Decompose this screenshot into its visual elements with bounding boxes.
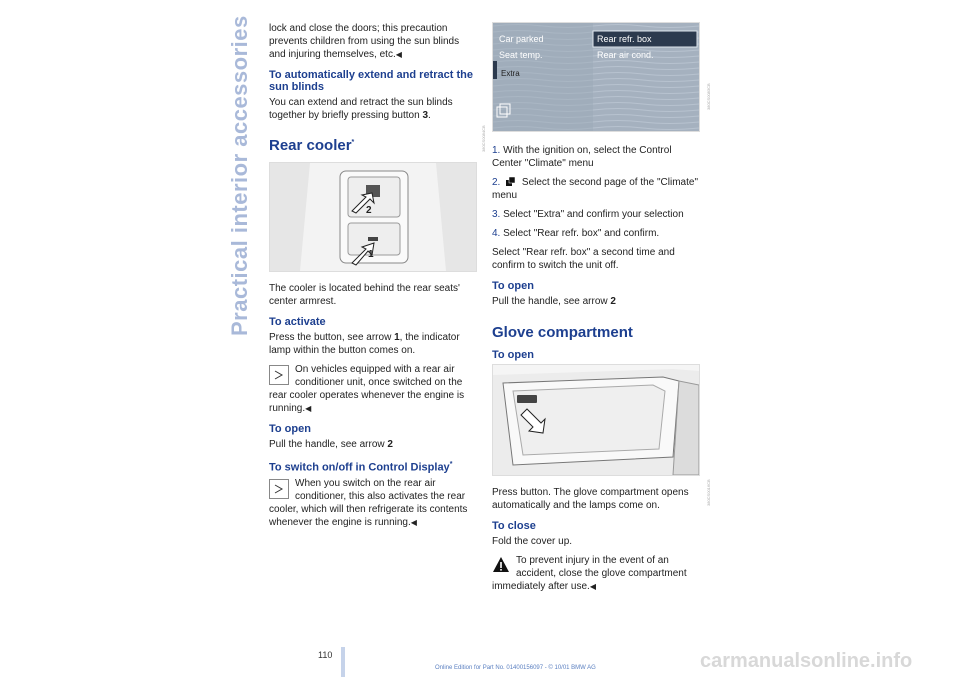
- glove-open-heading: To open: [492, 349, 534, 361]
- open-heading-2: To open: [492, 280, 534, 292]
- close-text: Fold the cover up.: [492, 536, 573, 547]
- glove-image-code: 380CS0016CB: [706, 479, 711, 506]
- page-bar: [341, 647, 345, 677]
- screen-image-code: 380CS0083CB: [706, 83, 711, 110]
- page-icon: [506, 177, 516, 186]
- note-icon: [269, 365, 289, 385]
- glove-heading: Glove compartment: [492, 324, 633, 341]
- rear-cooler-heading: Rear cooler*: [269, 137, 355, 154]
- control-display-screen: [492, 22, 700, 132]
- screen-item-rear-air-cond[interactable]: Rear air cond.: [597, 50, 654, 60]
- switch-heading: To switch on/off in Control Display*: [269, 461, 453, 474]
- open-paragraph-2: Pull the handle, see arrow 2: [492, 296, 616, 307]
- edition-footer: Online Edition for Part No. 01400156097 - © 10/01 BMW AG: [435, 665, 596, 671]
- note-2: When you switch on the rear air conditioner, this also activates the rear cooler, which will then refrigerate its contents whenever the engine is running.◀: [269, 477, 468, 528]
- cooler-illustration: [270, 163, 476, 271]
- warning-icon: [492, 556, 510, 574]
- side-title: Practical interior accessories: [227, 15, 252, 336]
- screen-item-seat-temp[interactable]: Seat temp.: [499, 50, 543, 60]
- step-4: 4. Select "Rear refr. box" and confirm.: [492, 228, 660, 239]
- screen-item-car-parked[interactable]: Car parked: [499, 34, 544, 44]
- glove-illustration: [493, 365, 699, 475]
- activate-heading: To activate: [269, 316, 326, 328]
- watermark: carmanualsonline.info: [700, 650, 913, 672]
- open-paragraph: Pull the handle, see arrow 2: [269, 439, 393, 450]
- cooler-image-code: 380CS0084CB: [481, 125, 486, 152]
- auto-heading: To automatically extend and retract the sun blinds: [269, 69, 473, 93]
- right-column: [492, 22, 711, 599]
- note-icon: [269, 479, 289, 499]
- arrow-2-label: 2: [366, 205, 372, 216]
- step-1: 1. With the ignition on, select the Control Center "Climate" menu: [492, 145, 672, 169]
- warning-note: To prevent injury in the event of an accident, close the glove compartment immediately after use.◀: [492, 555, 687, 592]
- note-1: On vehicles equipped with a rear air conditioner unit, once switched on the rear cooler operates whenever the engine is running.◀: [269, 364, 465, 414]
- glove-text: Press button. The glove compartment opens automatically and the lamps come on.: [492, 487, 689, 511]
- step-3: 3. Select "Extra" and confirm your selection: [492, 209, 684, 220]
- close-heading: To close: [492, 520, 536, 532]
- page-number: 110: [318, 650, 333, 660]
- auto-paragraph: You can extend and retract the sun blinds together by briefly pressing button 3.: [269, 97, 453, 121]
- activate-paragraph: Press the button, see arrow 1, the indicator lamp within the button comes on.: [269, 332, 460, 356]
- screen-item-rear-refr-box[interactable]: Rear refr. box: [597, 34, 652, 44]
- screen-item-extra[interactable]: Extra: [501, 69, 520, 78]
- cooler-image: [269, 162, 477, 272]
- step-2: 2. Select the second page of the "Climate" menu: [492, 177, 698, 201]
- arrow-1-label: 1: [368, 249, 374, 260]
- step-5: Select "Rear refr. box" a second time and confirm to switch the unit off.: [492, 247, 675, 271]
- left-column: [269, 22, 486, 535]
- open-heading: To open: [269, 423, 311, 435]
- cooler-location-text: The cooler is located behind the rear seats' center armrest.: [269, 283, 460, 307]
- intro-paragraph: lock and close the doors; this precaution prevents children from using the sun blinds and injuring themselves, etc.◀: [269, 23, 460, 60]
- glove-image: [492, 364, 700, 476]
